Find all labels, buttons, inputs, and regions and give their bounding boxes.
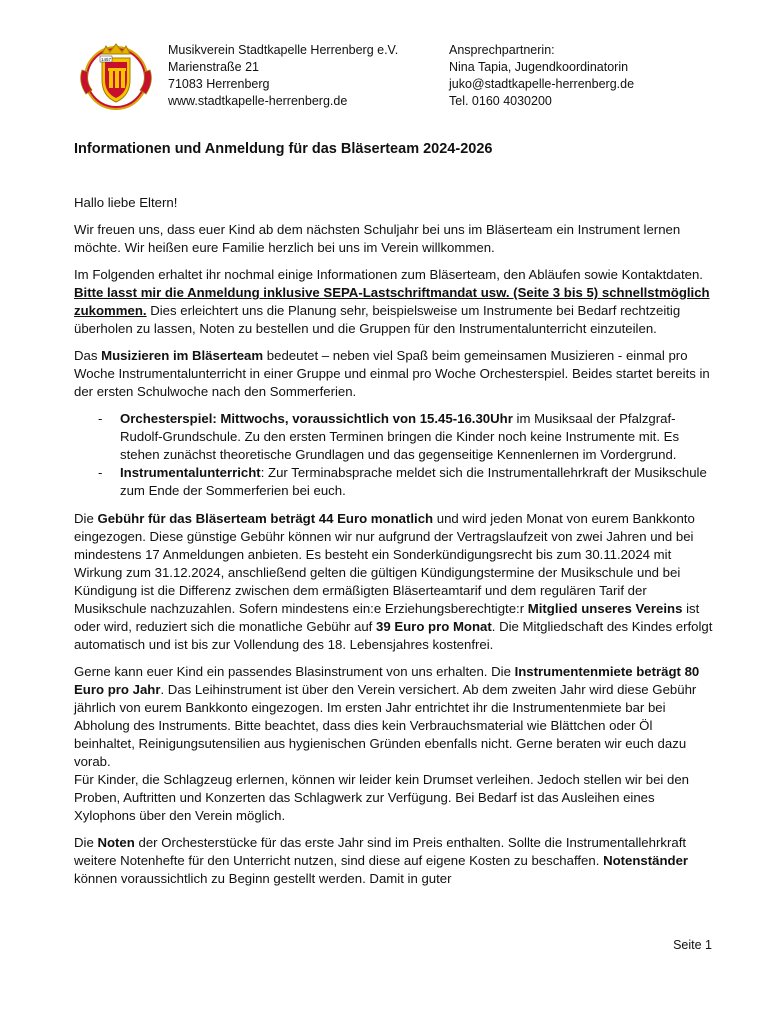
club-street: Marienstraße 21 bbox=[168, 60, 260, 74]
club-website: www.stadtkapelle-herrenberg.de bbox=[168, 94, 348, 108]
contact-name: Nina Tapia, Jugendkoordinatorin bbox=[449, 60, 629, 74]
document-title: Informationen und Anmeldung für das Bläserteam 2024-2026 bbox=[74, 141, 493, 157]
contact-heading: Ansprechpartnerin: bbox=[449, 43, 555, 57]
contact-phone: Tel. 0160 4030200 bbox=[449, 94, 552, 108]
schedule-list bbox=[74, 410, 714, 500]
greeting: Hallo liebe Eltern! bbox=[74, 195, 178, 210]
contact-email: juko@stadtkapelle-herrenberg.de bbox=[449, 77, 635, 91]
paragraph-sheet-music: Die Noten der Orchesterstücke für das erste Jahr sind im Preis enthalten. Sollte die Instrumentallehrkraft weitere Notenhefte für den Unterricht nutzen, sind diese auf eigene Kosten zu beschaffen. Notenständer können voraussichtlich zu Beginn gestellt werden. Damit in guter bbox=[74, 835, 689, 886]
list-item: - Orchesterspiel: Mittwochs, voraussichtlich von 15.45-16.30Uhr im Musiksaal der Pfalzgraf-Rudolf-Grundschule. Zu den ersten Terminen bringen die Kinder noch keine Instrumente mit. Es stehen zunächst theoretische Grundlagen und das gegenseitige Kennenlernen im Vordergrund. bbox=[98, 411, 680, 462]
paragraph-welcome: Wir freuen uns, dass euer Kind ab dem nächsten Schuljahr bei uns im Bläserteam ein Instrument lernen möchte. Wir heißen eure Familie herzlich bei uns im Verein willkommen. bbox=[74, 222, 681, 255]
paragraph-registration: Im Folgenden erhaltet ihr nochmal einige Informationen zum Bläserteam, den Abläufen sowie Kontaktdaten. Bitte lasst mir die Anmeldung inklusive SEPA-Lastschriftmandat usw. (Seite 3 bis 5) schnellstmöglich zukommen. Dies erleichtert uns die Planung sehr, beispielsweise um Instrumente bei Bedarf rechtzeitig überholen zu lassen, Noten zu bestellen und die Gruppen für den Instrumentalunterricht einzuteilen. bbox=[74, 267, 710, 336]
letter-body bbox=[74, 194, 714, 897]
registration-request: Bitte lasst mir die Anmeldung inklusive SEPA-Lastschriftmandat usw. (Seite 3 bis 5) schnellstmöglich zukommen. bbox=[74, 285, 710, 318]
paragraph-drums: Für Kinder, die Schlagzeug erlernen, können wir leider kein Drumset verleihen. Jedoch stellen wir bei den Proben, Auftritten und Konzerten das Schlagwerk zur Verfügung. Bei Bedarf ist das Ausleihen eines Xylophons über den Verein möglich. bbox=[74, 772, 690, 823]
club-address bbox=[168, 42, 398, 110]
club-name: Musikverein Stadtkapelle Herrenberg e.V. bbox=[168, 43, 399, 57]
club-logo bbox=[72, 40, 160, 112]
club-city: 71083 Herrenberg bbox=[168, 77, 270, 91]
logo-year: 1457 bbox=[100, 57, 112, 62]
paragraph-instrument-rental: Gerne kann euer Kind ein passendes Blasinstrument von uns erhalten. Die Instrumentenmiete beträgt 80 Euro pro Jahr. Das Leihinstrument ist über den Verein versichert. Ab dem zweiten Jahr wird diese Gebühr jährlich von eurem Bankkonto eingezogen. Im ersten Jahr entrichtet ihr die Instrumentenmiete bar bei Abholung des Instruments. Bitte beachtet, dass dies kein Verbrauchsmaterial wie Blättchen oder Öl beinhaltet, Reinigungsutensilien aus hygienischen Gründen ebenfalls nicht. Gerne beraten wir euch dazu vorab. bbox=[74, 664, 700, 769]
page-number: Seite 1 bbox=[673, 938, 712, 952]
paragraph-music-making: Das Musizieren im Bläserteam bedeutet – neben viel Spaß beim gemeinsamen Musizieren - einmal pro Woche Instrumentalunterricht in einer Gruppe und einmal pro Woche Orchesterspiel. Beides startet bereits in der ersten Schulwoche nach den Sommerferien. bbox=[74, 348, 710, 399]
paragraph-fees: Die Gebühr für das Bläserteam beträgt 44 Euro monatlich und wird jeden Monat von eurem Bankkonto eingezogen. Diese günstige Gebühr können wir nur aufgrund der Vertragslaufzeit von zwei Jahren und bei mindestens 17 Anmeldungen anbieten. Es besteht ein Sonderkündigungsrecht bis zum 30.11.2024 mit Wirkung zum 31.12.2024, anschließend gelten die gültigen Kündigungstermine der Musikschule und bei Kündigung ist die Differenz zwischen dem ermäßigten Bläserteamtarif und dem regulären Tarif der Musikschule nachzuzahlen. Sofern mindestens ein:e Erziehungsberechtigte:r Mitglied unseres Vereins ist oder wird, reduziert sich die monatliche Gebühr auf 39 Euro pro Monat. Die Mitgliedschaft des Kindes erfolgt automatisch und ist bis zur Vollendung des 18. Lebensjahres kostenfrei. bbox=[74, 511, 713, 652]
list-item: - Instrumentalunterricht: Zur Terminabsprache meldet sich die Instrumentallehrkraft der Musikschule zum Ende der Sommerferien bei euch. bbox=[98, 465, 707, 498]
contact-person bbox=[449, 42, 634, 110]
